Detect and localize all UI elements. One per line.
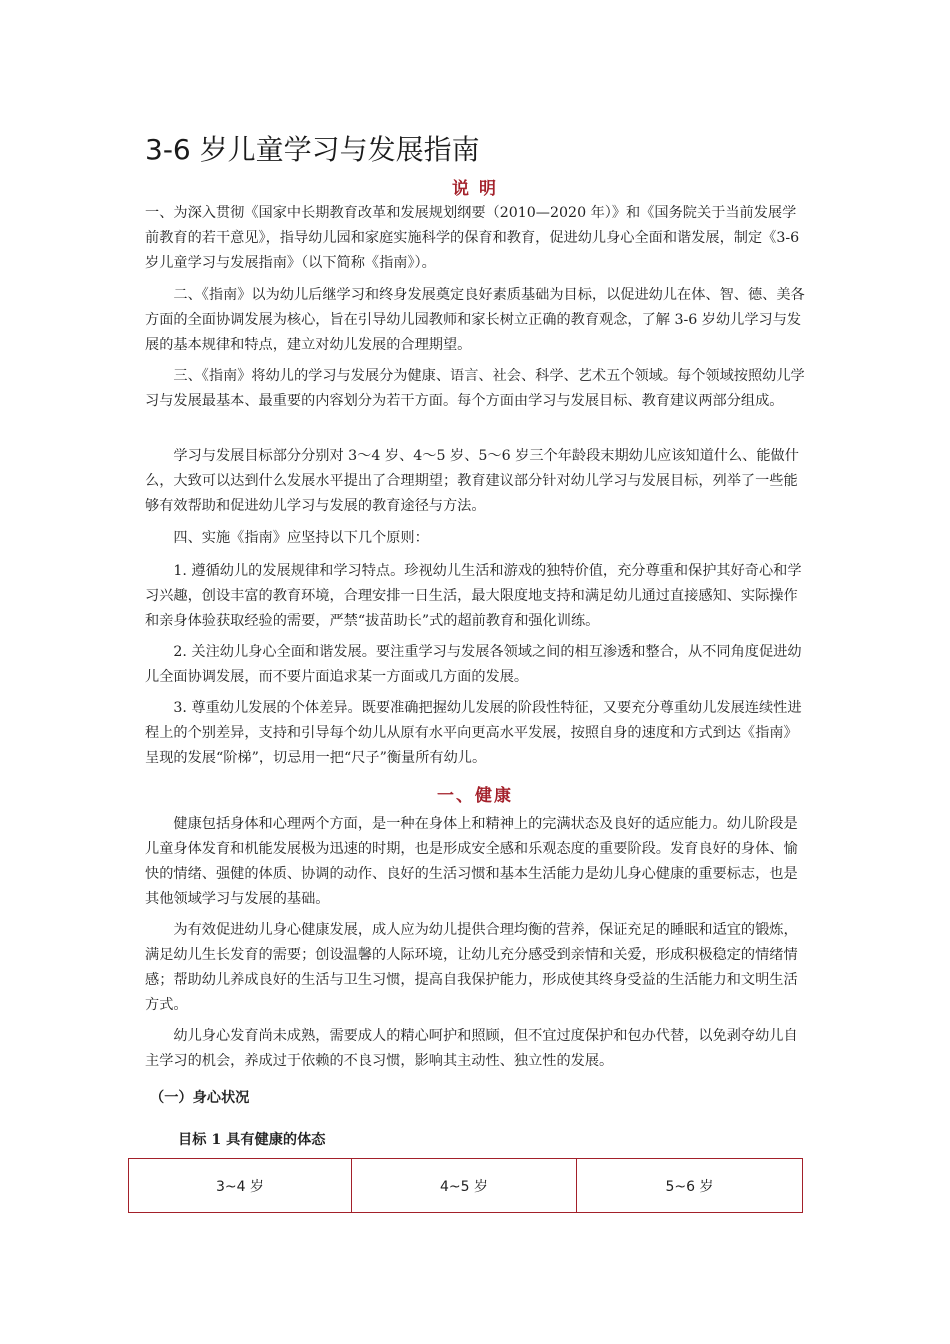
- table-header-cell: 5~6 岁: [577, 1159, 803, 1213]
- notes-heading: 说 明: [452, 179, 498, 199]
- paragraph-5: 四、实施《指南》应坚持以下几个原则：: [173, 530, 429, 546]
- principle-1: 1. 遵循幼儿的发展规律和学习特点。珍视幼儿生活和游戏的独特价值，充分尊重和保护其好奇心和学习兴趣，创设丰富的教育环境，合理安排一日生活，最大限度地支持和满足幼儿通过直接感知、实际操作和亲身体验获取经验的需要，严禁“拔苗助长”式的超前教育和强化训练。: [145, 563, 802, 629]
- health-heading: 一、健康: [437, 786, 513, 806]
- health-paragraph-2: 为有效促进幼儿身心健康发展，成人应为幼儿提供合理均衡的营养，保证充足的睡眠和适宜的锻炼，满足幼儿生长发育的需要；创设温馨的人际环境，让幼儿充分感受到亲情和关爱，形成积极稳定的情绪情感；帮助幼儿养成良好的生活与卫生习惯，提高自我保护能力，形成使其终身受益的生活能力和文明生活方式。: [145, 922, 798, 1013]
- table-header-cell: 3~4 岁: [129, 1159, 352, 1213]
- subsection-heading: （一）身心状况: [150, 1090, 250, 1106]
- health-paragraph-3: 幼儿身心发育尚未成熟，需要成人的精心呵护和照顾，但不宜过度保护和包办代替，以免剥夺幼儿自主学习的机会，养成过于依赖的不良习惯，影响其主动性、独立性的发展。: [145, 1028, 798, 1069]
- goal-table: [128, 1158, 803, 1213]
- table-header-cell: 4~5 岁: [352, 1159, 577, 1213]
- paragraph-1: 一、为深入贯彻《国家中长期教育改革和发展规划纲要（2010—2020 年）》和《国务院关于当前发展学前教育的若干意见》，指导幼儿园和家庭实施科学的保育和教育，促进幼儿身心全面和谐发展，制定《3-6 岁儿童学习与发展指南》（以下简称《指南》）。: [145, 205, 800, 271]
- health-paragraph-1: 健康包括身体和心理两个方面，是一种在身体上和精神上的完满状态及良好的适应能力。幼儿阶段是儿童身体发育和机能发展极为迅速的时期，也是形成安全感和乐观态度的重要阶段。发育良好的身体、愉快的情绪、强健的体质、协调的动作、良好的生活习惯和基本生活能力是幼儿身心健康的重要标志，也是其他领域学习与发展的基础。: [145, 816, 798, 907]
- principle-2: 2. 关注幼儿身心全面和谐发展。要注重学习与发展各领域之间的相互渗透和整合，从不同角度促进幼儿全面协调发展，而不要片面追求某一方面或几方面的发展。: [145, 644, 802, 685]
- paragraph-4: 学习与发展目标部分分别对 3～4 岁、4～5 岁、5～6 岁三个年龄段末期幼儿应该知道什么、能做什么，大致可以达到什么发展水平提出了合理期望；教育建议部分针对幼儿学习与发展目标，列举了一些能够有效帮助和促进幼儿学习与发展的教育途径与方法。: [145, 448, 799, 514]
- document-title: 3-6 岁儿童学习与发展指南: [145, 133, 480, 166]
- principle-3: 3. 尊重幼儿发展的个体差异。既要准确把握幼儿发展的阶段性特征，又要充分尊重幼儿发展连续性进程上的个别差异，支持和引导每个幼儿从原有水平向更高水平发展，按照自身的速度和方式到达《指南》呈现的发展“阶梯”，切忌用一把“尺子”衡量所有幼儿。: [145, 700, 802, 766]
- paragraph-2: 二、《指南》以为幼儿后继学习和终身发展奠定良好素质基础为目标，以促进幼儿在体、智、德、美各方面的全面协调发展为核心，旨在引导幼儿园教师和家长树立正确的教育观念，了解 3-6 岁幼儿学习与发展的基本规律和特点，建立对幼儿发展的合理期望。: [145, 287, 805, 353]
- paragraph-3: 三、《指南》将幼儿的学习与发展分为健康、语言、社会、科学、艺术五个领域。每个领域按照幼儿学习与发展最基本、最重要的内容划分为若干方面。每个方面由学习与发展目标、教育建议两部分组成。: [145, 368, 805, 409]
- goal-heading: 目标 1 具有健康的体态: [178, 1132, 326, 1148]
- table-header-row: [129, 1159, 803, 1213]
